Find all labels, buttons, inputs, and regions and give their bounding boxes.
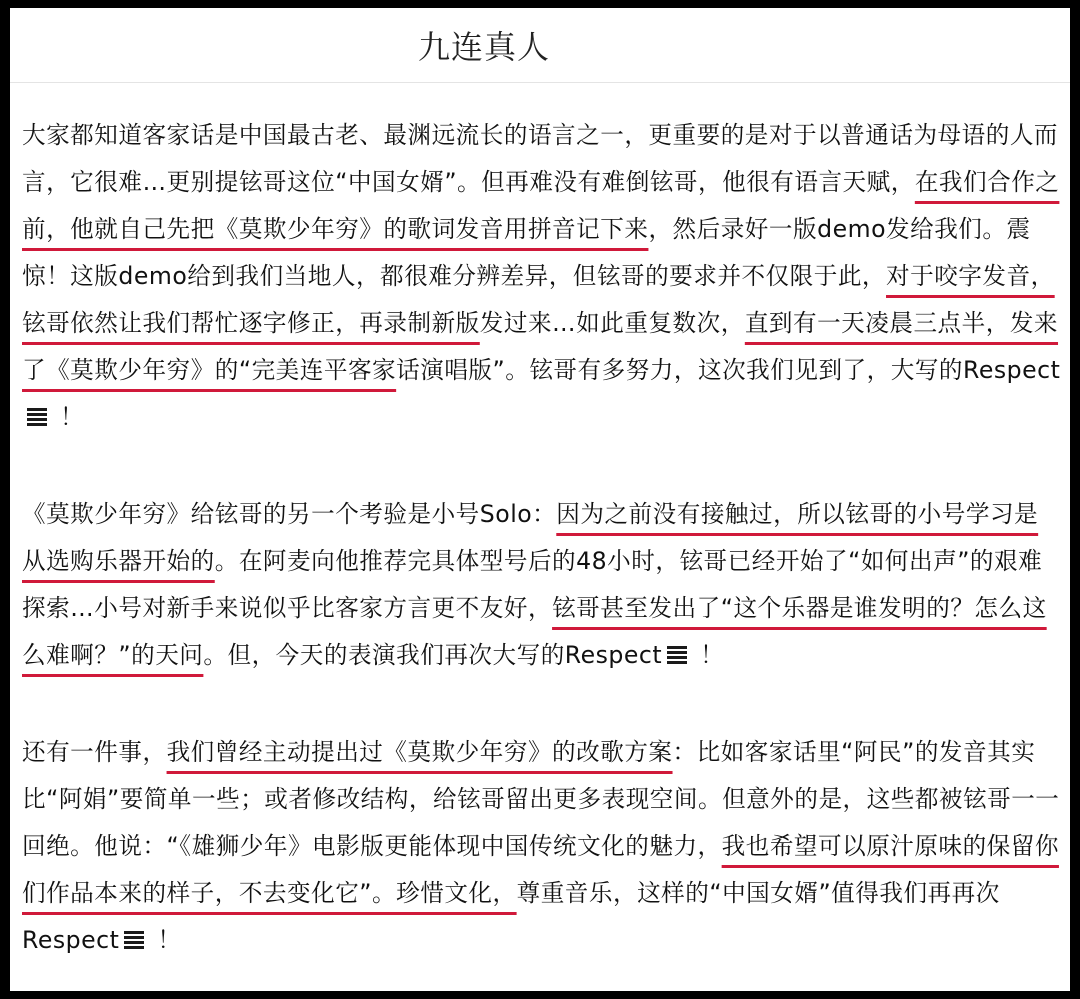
text-segment: 话演唱版”。铉哥有多努力，这次我们见到了，大写的Respect bbox=[396, 356, 1061, 384]
highlight-segment: 我们曾经主动提出过《莫欺少年穷》的改歌方案 bbox=[166, 738, 673, 766]
fist-bow-emoji-icon bbox=[123, 920, 145, 967]
text-segment: ，然后录好一版demo发给我们。震惊！这版demo给到我们当地人，都很难分辨差异 bbox=[22, 215, 1031, 290]
article-screenshot bbox=[10, 8, 1070, 991]
text-segment: ：比如客家话里“阿民”的发音其实比“阿娟”要简单一些；或者修改结构，给铉哥留出更多表现空间。但意外的是，这些都被铉哥一一回绝。他说：“《雄狮少年》电影版更能体现中国传统文化的魅力， bbox=[22, 738, 1060, 860]
text-segment: ！ bbox=[52, 403, 85, 431]
highlight-segment: 我也希望可以原汁原味的保留你们作品本来的样子，不去变化它”。珍惜文化， bbox=[22, 832, 1059, 907]
page-title: 九连真人 bbox=[418, 28, 551, 66]
text-segment: 大家都知道客家话是中国最古老、最渊远流长的语言之一，更重要的是对于以普通话为母语的人而言，它很难…更别提铉哥这位“中国女婿”。但再难没有难倒铉哥，他很有语言天赋， bbox=[22, 121, 1059, 196]
text-segment: 。在阿麦向他推荐完具体型号后的48小时，铉哥已经开始了“如何出声”的艰难探索…小号对新手来说似乎比客家方言更不友好， bbox=[22, 547, 1043, 622]
text-segment: 尊重音乐，这样的“中国女婿”值得我们再再次Respect bbox=[22, 879, 1000, 954]
text-segment: ！ bbox=[692, 641, 725, 669]
fist-bow-emoji-icon bbox=[26, 397, 48, 444]
fist-bow-emoji-icon bbox=[666, 635, 688, 682]
paragraph-2 bbox=[22, 491, 1062, 682]
text-segment: ！ bbox=[149, 926, 182, 954]
highlight-segment: 在我们合作之前，他就自己先把《莫欺少年穷》的歌词发音用拼音记下来 bbox=[22, 168, 1060, 243]
text-segment: ，但铉哥的要求并不仅限于此， bbox=[548, 262, 887, 290]
text-segment: 《莫欺少年穷》给铉哥的另一个考验是小号Solo： bbox=[22, 500, 557, 528]
highlight-segment: 因为之前没有接触过，所以铉哥的小号学习是从选购乐器开始的 bbox=[22, 500, 1039, 575]
paragraph-3 bbox=[22, 729, 1062, 967]
article-body bbox=[22, 112, 1062, 967]
text-segment: 还有一件事， bbox=[22, 738, 167, 766]
text-segment: 。但，今天的表演我们再次大写的Respect bbox=[203, 641, 663, 669]
highlight-segment: 对于咬字发音，铉哥依然让我们帮忙逐字修正，再录制新版 bbox=[22, 262, 1055, 337]
text-segment: 发过来…如此重复数次， bbox=[479, 309, 745, 337]
highlight-segment: 直到有一天凌晨三点半，发来了《莫欺少年穷》的“完美连平客家 bbox=[22, 309, 1059, 384]
title-bar bbox=[10, 8, 1070, 83]
highlight-segment: 铉哥甚至发出了“这个乐器是谁发明的？怎么这么难啊？”的天问 bbox=[22, 594, 1047, 669]
paragraph-1 bbox=[22, 112, 1062, 444]
